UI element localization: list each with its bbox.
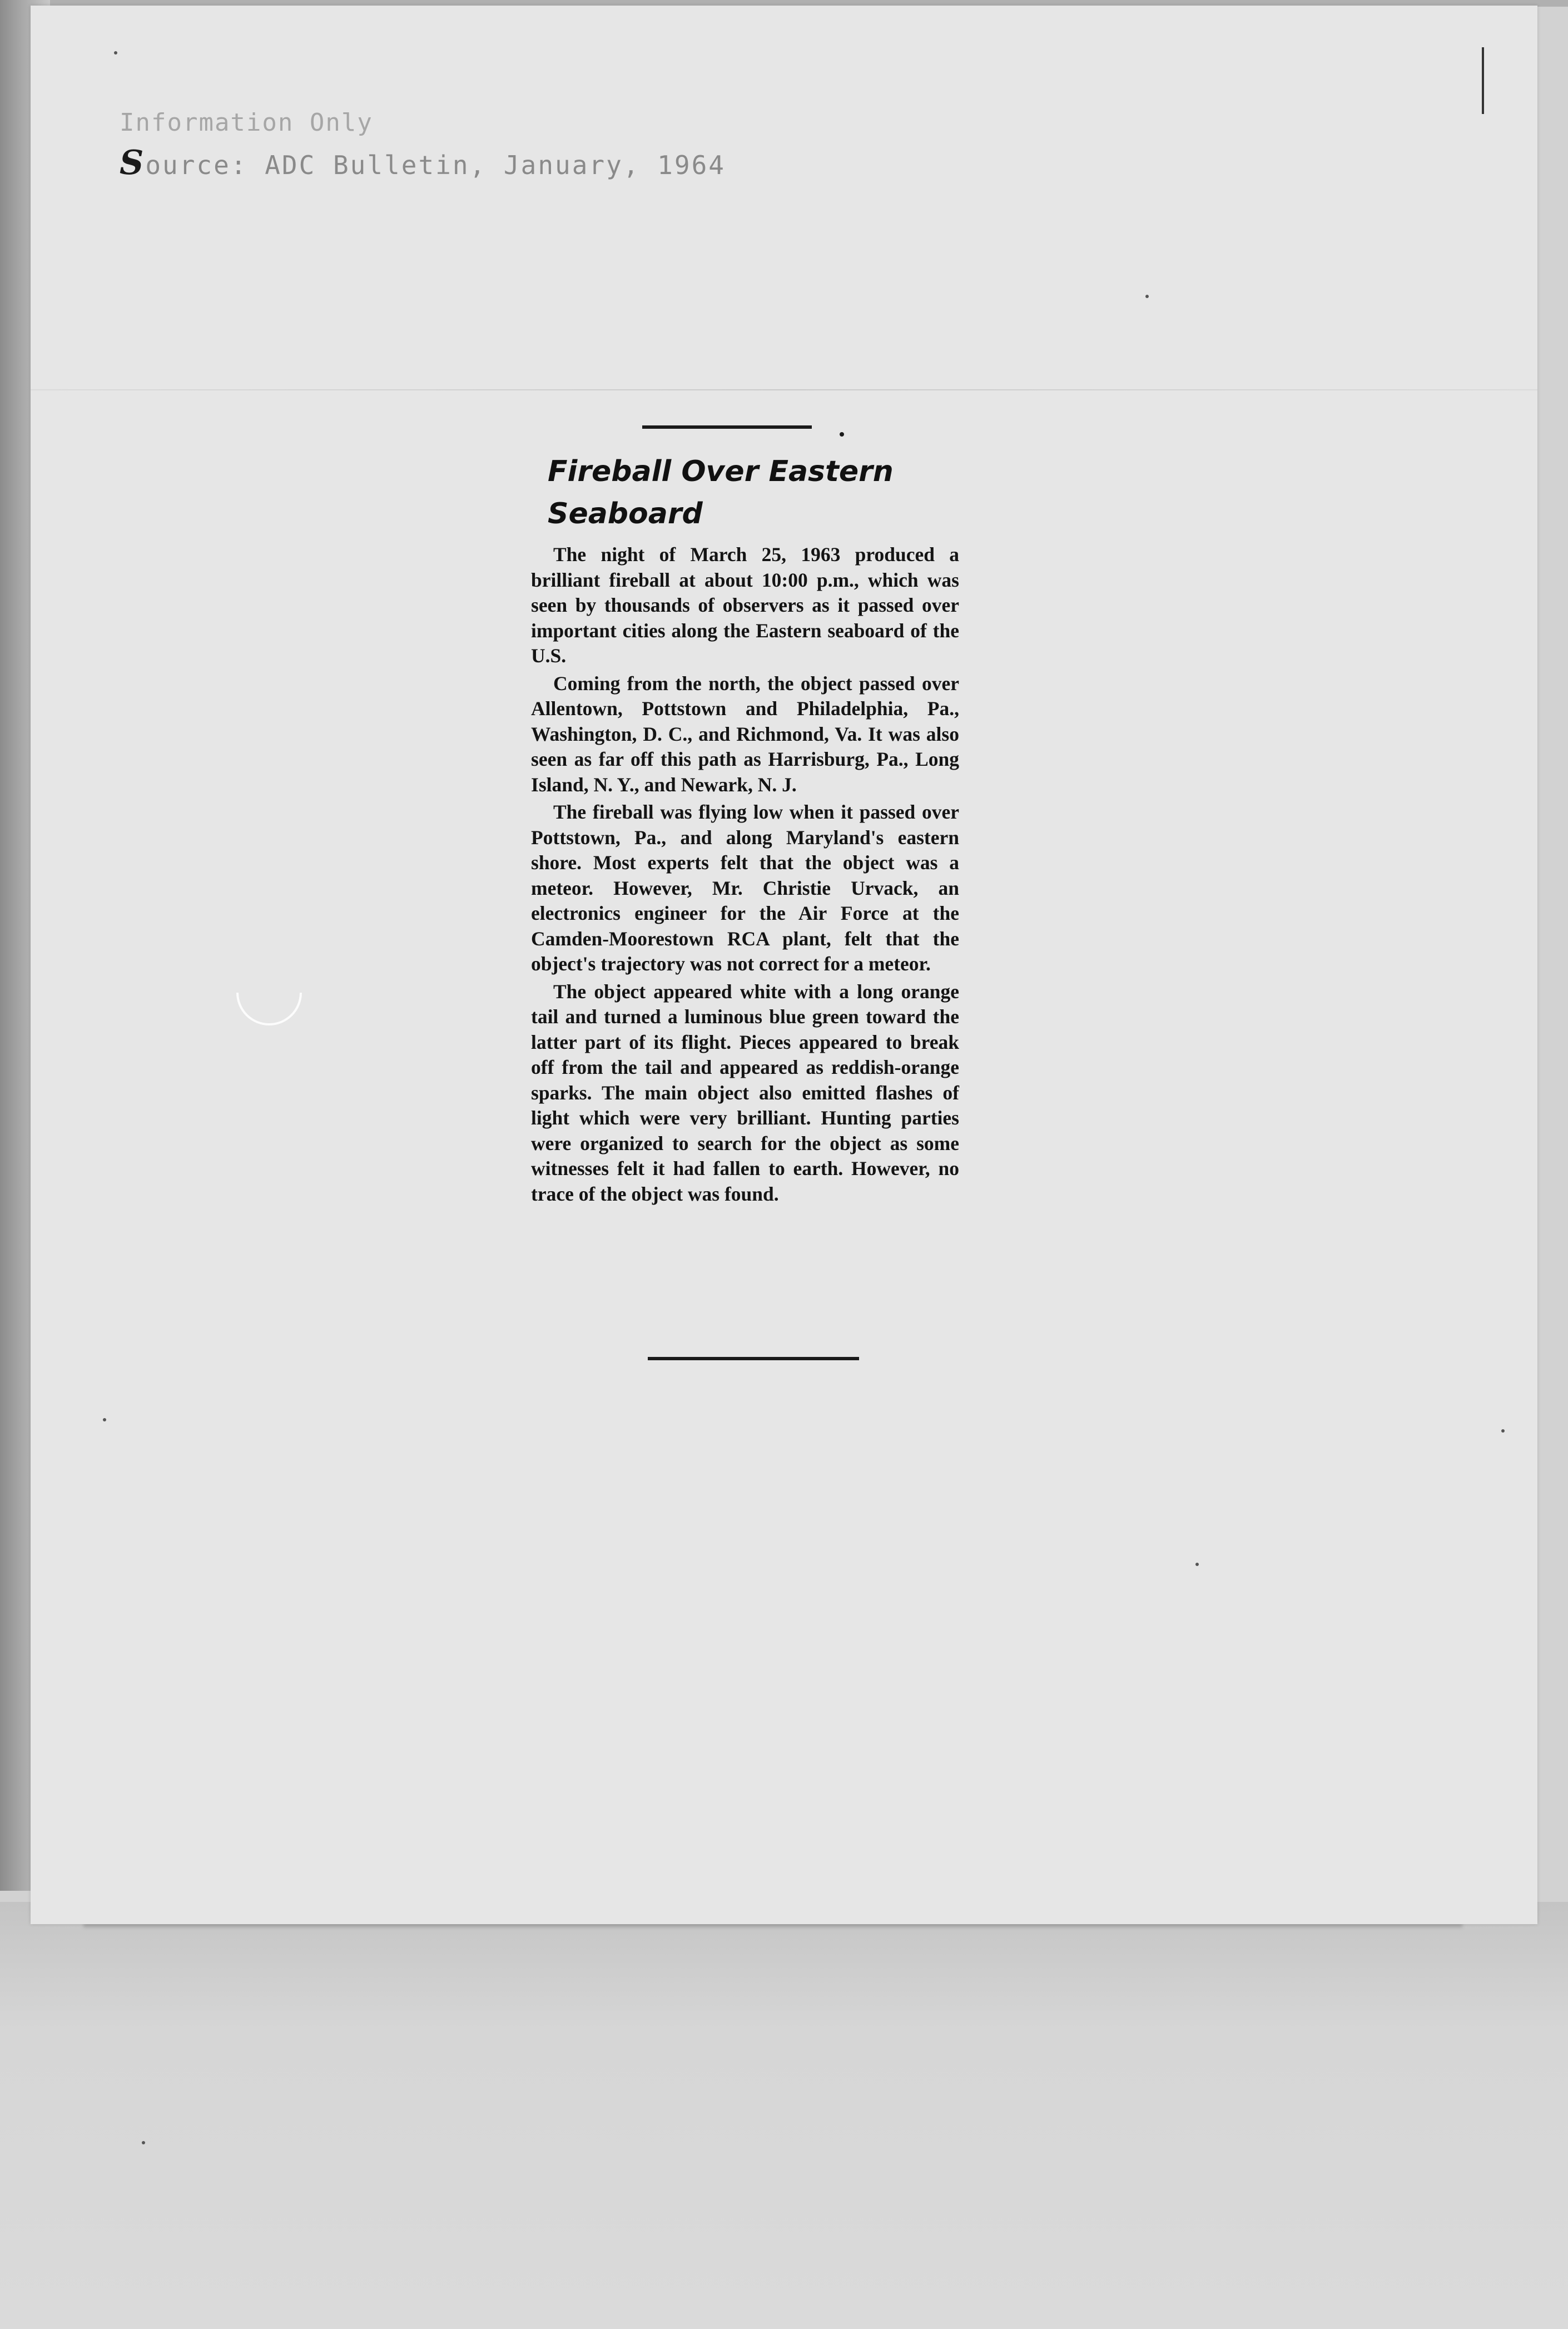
article-headline [548,450,894,535]
dust-speck [1195,1563,1199,1566]
fold-line [31,389,1537,390]
stamp-source-line [120,143,726,182]
article-paragraph: The night of March 25, 1963 produced a brilliant fireball at about 10:00 p.m., which was seen by thousands of observers as it passed over important cities along the Eastern seaboard of the U.S. [531,543,959,667]
clipping-rule-dot [840,432,844,437]
clipping-top-rule [642,425,812,429]
headline-line-1: Fireball Over Eastern [548,455,894,488]
article-paragraph: Coming from the north, the object passed over Allentown, Pottstown and Philadelphia, Pa., Washington, D. C., and Richmond, Va. It was also seen as far off this path as Harrisburg, Pa., Long Island, N. Y., and Newark, N. J. [531,672,959,796]
headline-line-2: Seaboard [548,497,703,531]
article-body [531,542,959,1209]
article-paragraph: The fireball was flying low when it passed over Pottstown, Pa., and along Maryland's eastern shore. Most experts felt that the object was a meteor. However, Mr. Christie Urvack, an electronics engineer for the Air Force at the Camden-Moorestown RCA plant, felt that the object's trajectory was not correct for a meteor. [531,801,959,975]
dust-speck [103,1418,106,1421]
dust-speck [114,51,117,54]
clipping-bottom-rule [648,1357,859,1360]
article-paragraph: The object appeared white with a long orange tail and turned a luminous blue green toward the latter part of its flight. Pieces appeared to break off from the tail and appeared as reddish-orange sparks. The main object also emitted flashes of light which were very brilliant. Hunting parties were organized to search for the object as some witnesses felt it had fallen to earth. However, no trace of the object was found. [531,980,959,1205]
dust-speck [1145,295,1149,298]
film-lower-area [0,1902,1568,2329]
dust-speck [1501,1429,1505,1433]
stamp-information-only: Information Only [120,108,373,137]
stamp-source-initial: S [120,143,146,182]
dust-speck [142,2141,145,2144]
stamp-source-text: ource: ADC Bulletin, January, 1964 [145,150,726,180]
margin-mark [1482,47,1484,114]
